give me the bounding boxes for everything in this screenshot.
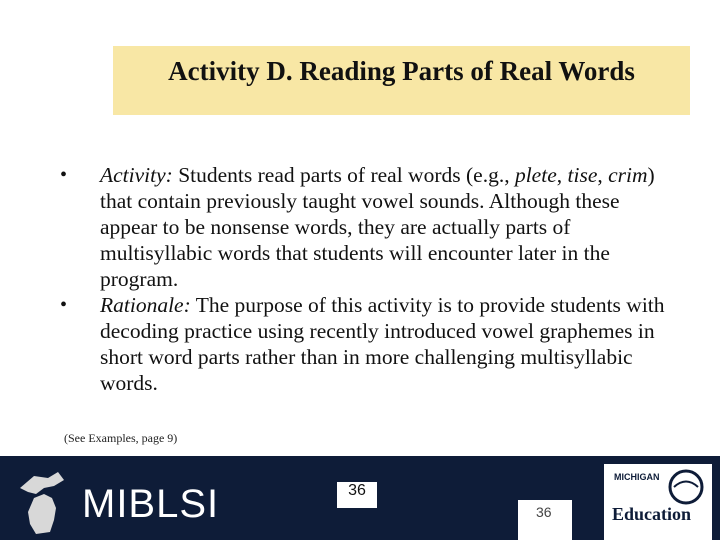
bullet-text: ) that contain previously taught vowel sounds. Although these appear to be nonsense words, they are actually parts of multisyllabic words that students will encounter later in the program. [100,163,655,291]
bullet-text: The purpose of this activity is to provide students with decoding practice using recently introduced vowel graphemes in short word parts rather than in more challenging multisyllabic words. [100,293,665,395]
globe-icon [666,468,706,506]
bullet-lead: Rationale: [100,293,191,317]
bullet-list [60,162,680,396]
bullet-activity [60,162,680,292]
bullet-text: , [597,163,609,187]
slide-title: Activity D. Reading Parts of Real Words [168,56,635,86]
michigan-state-icon [14,468,74,536]
brand-name: MIBLSI [82,482,220,526]
example-word: tise [567,163,598,187]
partner-logo [604,464,712,540]
bullet-rationale [60,292,680,396]
title-box [113,46,690,115]
bullet-dot: • [60,294,68,316]
page-number: 36 [337,482,377,508]
bullet-dot: • [60,164,68,186]
bullet-text: , [556,163,568,187]
page-number-small-box [518,500,572,540]
bullet-lead: Activity: [100,163,173,187]
partner-logo-text: Education [612,504,692,524]
example-word: plete [514,163,557,187]
page-number-small: 36 [536,504,552,520]
bullet-text: Students read parts of real words (e.g., [172,163,515,187]
footer-bar [0,456,720,540]
partner-logo-top: MICHIGAN [614,472,660,482]
example-word: crim [608,163,648,187]
footnote: (See Examples, page 9) [64,431,178,445]
